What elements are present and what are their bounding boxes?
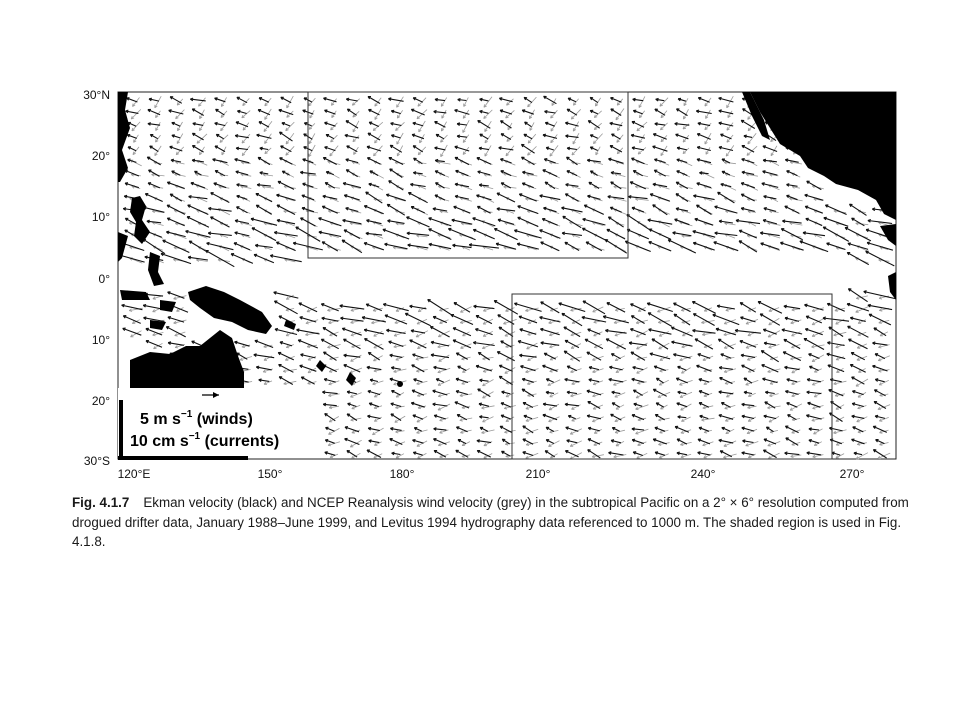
longitude-axis	[118, 467, 865, 480]
scale-legend	[118, 388, 314, 459]
scale-label-winds: 5 m $s^{-1}$ (winds)	[140, 409, 253, 428]
scale-label-currents: 10 cm $s^{-1}$ (currents)	[130, 431, 280, 450]
lon-label-240: 240°	[690, 467, 716, 480]
lat-label-30n: 30°N	[83, 88, 110, 102]
fiji-island	[397, 381, 403, 387]
figure-caption	[72, 493, 912, 552]
lat-label-10n: 10°	[91, 210, 110, 224]
figure-number: Fig. 4.1.7	[72, 495, 130, 510]
equatorial-gap	[300, 258, 840, 288]
lon-label-270: 270°	[839, 467, 865, 480]
caption-text: Ekman velocity (black) and NCEP Reanalysis wind velocity (grey) in the subtropical Pacific on a 2° × 6° resolution computed from drogued drifter data, January 1988–June 1999, and Levitus 1994 hydrography data referenced to 1000 m. The shaded region is used in Fig. 4.1.8.	[72, 495, 909, 549]
lon-label-180: 180°	[389, 467, 415, 480]
latitude-axis	[83, 88, 110, 468]
lat-label-20n: 20°	[91, 149, 110, 163]
lat-label-20s: 20°	[91, 394, 110, 408]
lon-label-120e: 120°E	[117, 467, 151, 480]
lon-label-150: 150°	[257, 467, 283, 480]
lat-label-10s: 10°	[91, 333, 110, 347]
lat-label-30s: 30°S	[83, 454, 110, 468]
lat-label-0: 0°	[98, 272, 110, 286]
lon-label-210: 210°	[525, 467, 551, 480]
